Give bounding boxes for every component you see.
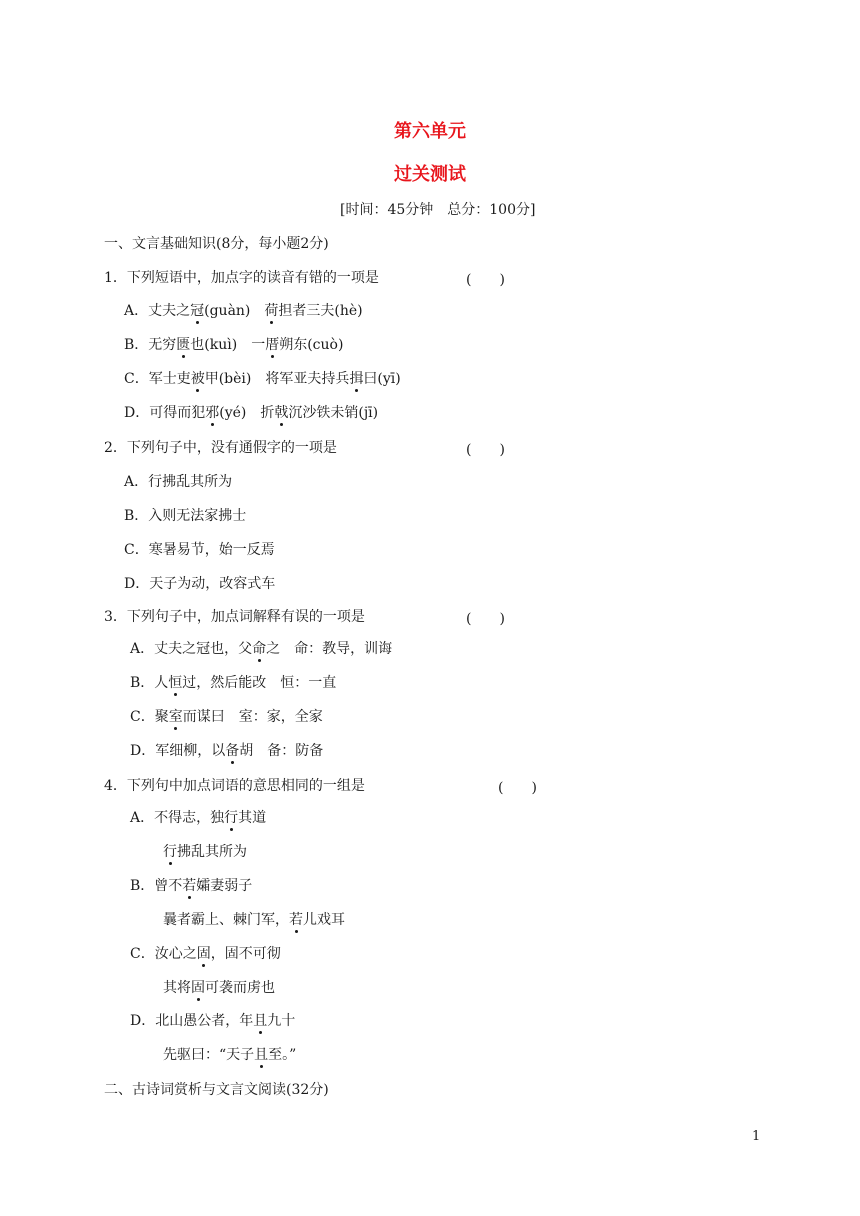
option-1c: [124, 370, 401, 388]
dotted-char: 戟: [274, 405, 289, 421]
option-text: 而谋曰 室：家，全家: [182, 709, 323, 725]
option-text: 行拂乱其所为: [148, 474, 233, 490]
option-4b: [130, 877, 252, 895]
dotted-char: 且: [253, 1013, 268, 1029]
section-heading-2: 二、古诗词赏析与文言文阅读(32分): [104, 1082, 329, 1098]
dotted-char: 厝: [265, 337, 280, 353]
dotted-char: 且: [254, 1047, 269, 1063]
option-text: (yé) 折: [219, 405, 275, 421]
option-text: 可袭而虏也: [205, 980, 275, 996]
dotted-char: 室: [168, 709, 183, 725]
option-text: 天子为动，改容式车: [149, 576, 276, 592]
option-label: A．: [130, 810, 155, 826]
option-text: 至。”: [268, 1047, 297, 1063]
dotted-char: 被: [190, 371, 205, 387]
dotted-char: 邪: [205, 405, 220, 421]
option-label: A．: [130, 641, 155, 657]
section-heading: 一、文言基础知识(8分，每小题2分): [104, 236, 329, 252]
option-text: 军细柳，以: [155, 743, 226, 759]
option-text: 孀妻弱子: [196, 878, 253, 894]
option-3a: [130, 640, 392, 658]
option-text: 也(kuì) 一: [190, 337, 266, 353]
question-stem-2: 2．下列句子中，没有通假字的一项是: [104, 440, 337, 456]
option-3c: [130, 708, 323, 726]
option-text: 胡 备：防备: [239, 743, 324, 759]
dotted-char: 备: [225, 743, 240, 759]
option-4d-sub: [163, 1046, 296, 1064]
option-text: 可得而犯: [149, 405, 206, 421]
option-label: B．: [130, 878, 155, 894]
dotted-char: 恒: [168, 675, 183, 691]
option-4a-sub: [163, 843, 247, 861]
dotted-char: 冠: [190, 303, 205, 319]
option-4c-sub: [163, 979, 275, 997]
option-text: 其道: [238, 810, 267, 826]
option-text: 入则无法家拂士: [148, 508, 247, 524]
option-1b: [124, 336, 343, 354]
dotted-char: 行: [224, 810, 239, 826]
option-text: 朔东(cuò): [279, 337, 344, 353]
option-4d: [130, 1012, 295, 1030]
option-text: (guàn): [204, 303, 265, 319]
option-label: C．: [124, 371, 149, 387]
dotted-char: 若: [289, 912, 303, 928]
question-stem-4: 4．下列句中加点词语的意思相同的一组是: [104, 778, 365, 794]
option-label: A．: [124, 474, 149, 490]
unit-title: 第六单元: [394, 121, 466, 142]
option-label: D．: [124, 405, 150, 421]
option-label: C．: [130, 946, 155, 962]
option-text: 儿戏耳: [303, 912, 345, 928]
option-2a: [124, 473, 232, 491]
test-meta: [时间：45分钟 总分：100分]: [340, 202, 536, 218]
dotted-char: 固: [191, 980, 205, 996]
option-text: ，固不可彻: [210, 946, 281, 962]
option-2d: [124, 575, 275, 593]
option-4b-sub: [163, 911, 345, 929]
option-3b: [130, 674, 336, 692]
option-text: 寒暑易节，始一反焉: [148, 542, 275, 558]
option-text: 拂乱其所为: [177, 844, 247, 860]
option-2c: [124, 541, 275, 559]
dotted-char: 行: [163, 844, 177, 860]
dotted-char: 若: [182, 878, 197, 894]
dotted-char: 匮: [176, 337, 191, 353]
option-text: 曰(yī): [363, 371, 401, 387]
option-text: 北山愚公者，年: [155, 1013, 254, 1029]
option-label: D．: [124, 576, 150, 592]
option-label: B．: [124, 508, 149, 524]
option-text: 丈夫之冠也，父: [154, 641, 253, 657]
option-text: 担者三夫(hè): [278, 303, 363, 319]
option-label: D．: [130, 743, 156, 759]
option-text: 无穷: [148, 337, 177, 353]
option-3d: [130, 742, 323, 760]
option-label: A．: [124, 303, 149, 319]
dotted-char: 固: [196, 946, 211, 962]
option-label: B．: [130, 675, 155, 691]
option-2b: [124, 507, 246, 525]
answer-paren-1: ( ): [466, 272, 505, 288]
answer-paren-4: ( ): [498, 780, 537, 796]
dotted-char: 命: [252, 641, 267, 657]
option-text: 丈夫之: [148, 303, 191, 319]
option-text: 甲(bèi) 将军亚夫持兵: [204, 371, 350, 387]
option-text: 先驱曰：“天子: [163, 1047, 255, 1063]
option-text: 军士吏: [148, 371, 191, 387]
dotted-char: 揖: [349, 371, 364, 387]
test-title: 过关测试: [394, 164, 466, 185]
option-label: C．: [130, 709, 155, 725]
question-stem-3: 3．下列句子中，加点词解释有误的一项是: [104, 609, 365, 625]
dotted-char: 荷: [264, 303, 279, 319]
option-text: 聚: [154, 709, 169, 725]
option-text: 之 命：教导，训诲: [266, 641, 393, 657]
question-stem-1: 1．下列短语中，加点字的读音有错的一项是: [104, 270, 379, 286]
option-label: D．: [130, 1013, 156, 1029]
option-text: 沉沙铁未销(jī): [288, 405, 379, 421]
option-text: 人: [154, 675, 169, 691]
page-number: 1: [752, 1129, 761, 1144]
option-label: C．: [124, 542, 149, 558]
option-text: 曩者霸上、棘门军，: [163, 912, 289, 928]
answer-paren-2: ( ): [466, 442, 505, 458]
option-text: 不得志，独: [154, 810, 225, 826]
option-text: 曾不: [154, 878, 183, 894]
option-4c: [130, 945, 281, 963]
option-1a: [124, 302, 363, 320]
option-1d: [124, 404, 378, 422]
answer-paren-3: ( ): [466, 611, 505, 627]
option-text: 汝心之: [154, 946, 197, 962]
option-4a: [130, 809, 266, 827]
option-text: 九十: [267, 1013, 296, 1029]
option-label: B．: [124, 337, 149, 353]
option-text: 其将: [163, 980, 191, 996]
option-text: 过，然后能改 恒：一直: [182, 675, 337, 691]
